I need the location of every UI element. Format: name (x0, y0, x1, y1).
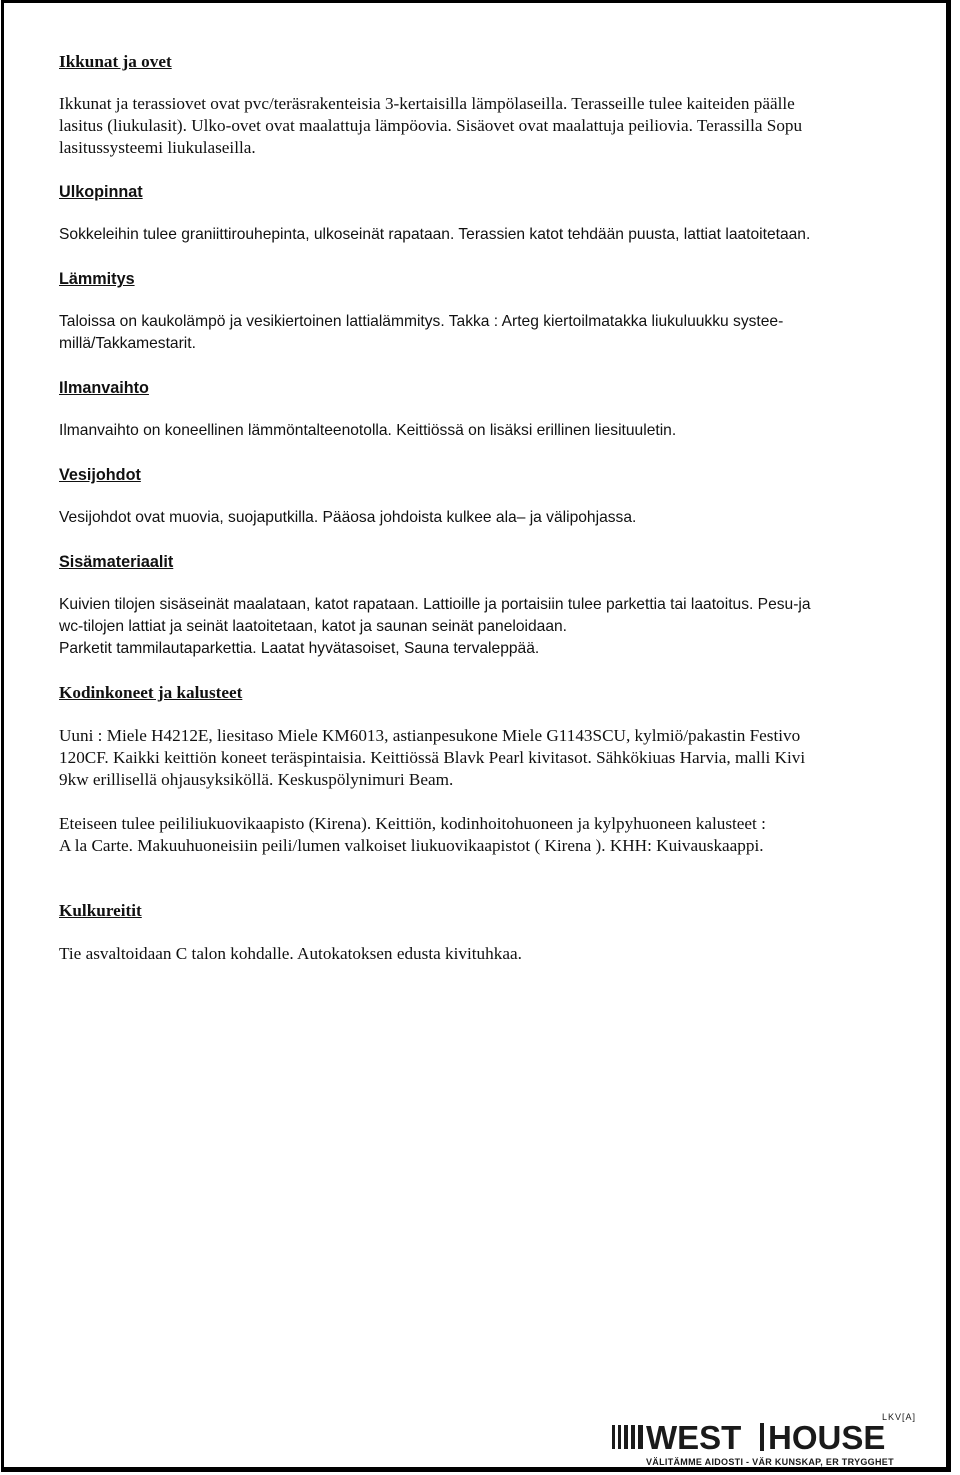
text-line: lasitus (liukulasit). Ulko-ovet ovat maalattuja lämpöovia. Sisäovet ovat maalattuja peiliovia. Terassilla Sopu (59, 116, 803, 135)
logo-divider (760, 1423, 764, 1451)
text-line: Uuni : Miele H4212E, liesitaso Miele KM6013, astianpesukone Miele G1143SCU, kylmiö/pakastin Festivo (59, 726, 801, 745)
logo-agency: LKV[A] (882, 1412, 917, 1422)
text-line: wc-tilojen lattiat ja seinät laatoitetaan, katot ja saunan seinät paneloidaan. (59, 618, 567, 635)
text-line: 9kw erillisellä ohjausyksiköllä. Keskuspölynimuri Beam. (59, 770, 454, 789)
paragraph-interior (59, 594, 909, 660)
text-line: Ikkunat ja terassiovet ovat pvc/teräsrakenteisia 3-kertaisilla lämpölaseilla. Terasseille tulee kaiteiden päälle (59, 94, 795, 113)
heading-heating: Lämmitys (59, 270, 135, 288)
text-line: Parketit tammilautaparkettia. Laatat hyvätasoiset, Sauna tervaleppää. (59, 640, 540, 657)
paragraph-appliances (59, 725, 909, 791)
document-body (59, 47, 909, 965)
paragraph-windows (59, 93, 909, 159)
heading-access: Kulkureitit (59, 901, 142, 920)
text-line: lasitussysteemi liukulaseilla. (59, 138, 256, 157)
logo-slogan: VÄLITÄMME AIDOSTI - VÄR KUNSKAP, ER TRYGGHET (646, 1457, 894, 1467)
text-line: Tie asvaltoidaan C talon kohdalle. Autokatoksen edusta kivituhkaa. (59, 944, 522, 963)
text-line: A la Carte. Makuuhuoneisiin peili/lumen valkoiset liukuovikaapistot ( Kirena ). KHH: Kuivauskaappi. (59, 836, 764, 855)
paragraph-ventilation (59, 420, 909, 442)
text-line: Vesijohdot ovat muovia, suojaputkilla. Pääosa johdoista kulkee ala– ja välipohjassa. (59, 509, 637, 526)
heading-exterior: Ulkopinnat (59, 183, 143, 201)
text-line: Eteiseen tulee peililiukuovikaapisto (Kirena). Keittiön, kodinhoitohuoneen ja kylpyhuoneen kalusteet : (59, 814, 766, 833)
heading-appliances: Kodinkoneet ja kalusteet (59, 683, 243, 702)
paragraph-access (59, 943, 909, 965)
logo-house: HOUSE (768, 1419, 886, 1456)
text-line: Kuivien tilojen sisäseinät maalataan, katot rapataan. Lattioille ja portaisiin tulee parkettia tai laatoitus. Pesu-ja (59, 596, 811, 613)
paragraph-furniture (59, 813, 909, 857)
heading-plumbing: Vesijohdot (59, 466, 141, 484)
paragraph-plumbing (59, 507, 909, 529)
paragraph-exterior (59, 224, 909, 246)
text-line: Ilmanvaihto on koneellinen lämmöntalteenotolla. Keittiössä on lisäksi erillinen liesituuletin. (59, 422, 677, 439)
heading-ventilation: Ilmanvaihto (59, 379, 149, 397)
heading-interior: Sisämateriaalit (59, 553, 174, 571)
heading-windows: Ikkunat ja ovet (59, 52, 172, 71)
logo-west: WEST (646, 1419, 742, 1456)
text-line: Sokkeleihin tulee graniittirouhepinta, ulkoseinät rapataan. Terassien katot tehdään puusta, lattiat laatoitetaan. (59, 226, 811, 243)
logo-speed-bars (612, 1425, 643, 1449)
text-line: Taloissa on kaukolämpö ja vesikiertoinen lattialämmitys. Takka : Arteg kiertoilmatakka liukuluukku systee- (59, 313, 784, 330)
paragraph-heating (59, 311, 909, 355)
text-line: 120CF. Kaikki keittiön koneet teräspintaisia. Keittiössä Blavk Pearl kivitasot. Sähkökiuas Harvia, malli Kivi (59, 748, 806, 767)
text-line: millä/Takkamestarit. (59, 335, 196, 352)
westhouse-logo (612, 1411, 938, 1469)
